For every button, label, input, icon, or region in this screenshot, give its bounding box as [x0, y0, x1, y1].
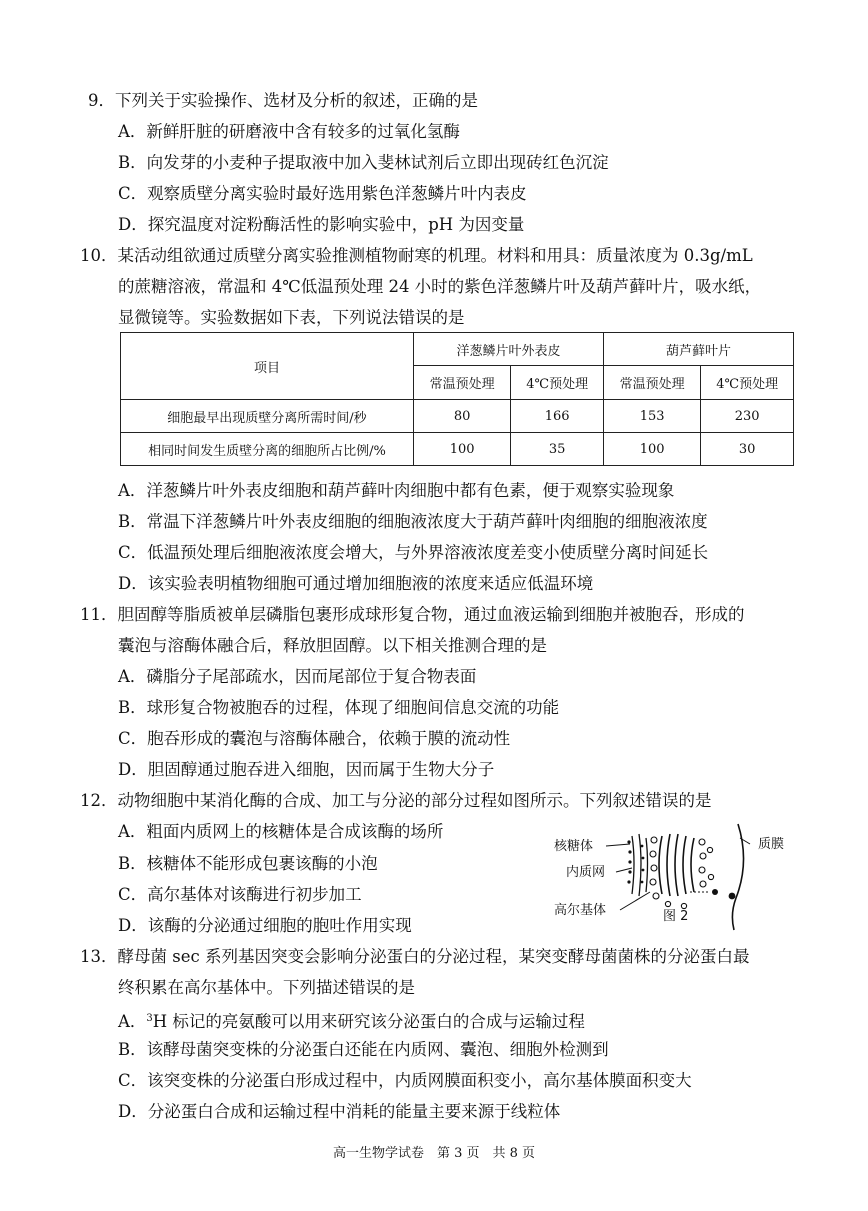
secretory-vesicle — [712, 889, 718, 895]
er-membrane — [632, 836, 634, 894]
q11-option-b: B．球形复合物被胞吞的过程，体现了细胞间信息交流的功能 — [118, 698, 560, 717]
q13-option-c: C．该突变株的分泌蛋白形成过程中，内质网膜面积变小，高尔基体膜面积变大 — [118, 1071, 692, 1090]
table-cell: 100 — [603, 433, 700, 466]
table-cell: 30 — [701, 433, 794, 466]
leader-line — [620, 892, 650, 910]
q12-stem: 12．动物细胞中某消化酶的合成、加工与分泌的部分过程如图所示。下列叙述错误的是 — [80, 791, 712, 810]
q12-option-a: A．粗面内质网上的核糖体是合成该酶的场所 — [118, 822, 444, 841]
experiment-data-table — [120, 332, 794, 466]
q11-option-d: D．胆固醇通过胞吞进入细胞，因而属于生物大分子 — [118, 760, 495, 779]
secretory-vesicle — [729, 893, 736, 900]
table-row-label: 细胞最早出现质壁分离所需时间/秒 — [121, 400, 414, 433]
q13-option-a-text: H 标记的亮氨酸可以用来研究该分泌蛋白的合成与运输过程 — [152, 1012, 585, 1031]
q11-stem-line-2: 囊泡与溶酶体融合后，释放胆固醇。以下相关推测合理的是 — [118, 636, 547, 655]
table-row — [121, 433, 794, 466]
q12-option-b: B．核糖体不能形成包裹该酶的小泡 — [118, 854, 378, 873]
table-cell: 80 — [414, 400, 511, 433]
plasma-membrane — [732, 824, 743, 930]
label-er: 内质网 — [566, 865, 606, 880]
q13-stem-line-1: 13．酵母菌 sec 系列基因突变会影响分泌蛋白的分泌过程，某突变酵母菌菌株的分泌蛋白最 — [80, 947, 750, 966]
q9-option-b: B．向发芽的小麦种子提取液中加入斐林试剂后立即出现砖红色沉淀 — [118, 153, 609, 172]
q12-option-c: C．高尔基体对该酶进行初步加工 — [118, 885, 362, 904]
table-cell: 35 — [511, 433, 604, 466]
table-subheader: 常温预处理 — [414, 366, 511, 400]
q9-option-c: C．观察质壁分离实验时最好选用紫色洋葱鳞片叶内表皮 — [118, 184, 527, 203]
er-membrane — [639, 834, 641, 896]
q10-stem-line-1: 10．某活动组欲通过质壁分离实验推测植物耐寒的机理。材料和用具：质量浓度为 0.3g/mL — [80, 246, 753, 265]
table-subheader: 4℃预处理 — [511, 366, 604, 400]
table-cell: 230 — [701, 400, 794, 433]
q10-option-a: A．洋葱鳞片叶外表皮细胞和葫芦藓叶肉细胞中都有色素，便于观察实验现象 — [118, 481, 675, 500]
q10-option-d: D．该实验表明植物细胞可通过增加细胞液的浓度来适应低温环境 — [118, 574, 594, 593]
golgi-stack — [659, 834, 694, 896]
q9-option-d: D．探究温度对淀粉酶活性的影响实验中，pH 为因变量 — [118, 215, 525, 234]
label-ribosome: 核糖体 — [554, 839, 594, 854]
q13-option-a-superscript: 3 — [146, 1013, 153, 1024]
q10-stem-line-3: 显微镜等。实验数据如下表，下列说法错误的是 — [118, 308, 465, 327]
table-cell: 100 — [414, 433, 511, 466]
label-golgi: 高尔基体 — [554, 903, 607, 918]
q10-option-c: C．低温预处理后细胞液浓度会增大，与外界溶液浓度差变小使质壁分离时间延长 — [118, 543, 709, 562]
q11-stem-line-1: 11．胆固醇等脂质被单层磷脂包裹形成球形复合物，通过血液运输到细胞并被胞吞，形成的 — [80, 605, 745, 624]
secretion-pathway-figure — [550, 822, 800, 932]
table-subheader: 常温预处理 — [603, 366, 700, 400]
table-group-moss: 葫芦藓叶片 — [603, 333, 793, 366]
q10-stem-line-2: 的蔗糖溶液，常温和 4℃低温预处理 24 小时的紫色洋葱鳞片叶及葫芦藓叶片，吸水纸， — [118, 277, 762, 296]
figure-caption: 图 2 — [663, 909, 689, 924]
q13-option-a — [118, 1007, 585, 1034]
q11-option-a: A．磷脂分子尾部疏水，因而尾部位于复合物表面 — [118, 667, 477, 686]
q9-option-a: A．新鲜肝脏的研磨液中含有较多的过氧化氢酶 — [118, 122, 460, 141]
table-cell: 166 — [511, 400, 604, 433]
table-group-onion: 洋葱鳞片叶外表皮 — [414, 333, 604, 366]
ribosome-dots — [627, 840, 644, 883]
q12-option-d: D．该酶的分泌通过细胞的胞吐作用实现 — [118, 916, 412, 935]
q10-option-b: B．常温下洋葱鳞片叶外表皮细胞的细胞液浓度大于葫芦藓叶肉细胞的细胞液浓度 — [118, 512, 708, 531]
q9-stem: 9．下列关于实验操作、选材及分析的叙述，正确的是 — [88, 91, 478, 110]
page-footer: 高一生物学试卷 第 3 页 共 8 页 — [332, 1146, 536, 1161]
table-cell: 153 — [603, 400, 700, 433]
q13-option-b: B．该酵母菌突变株的分泌蛋白还能在内质网、囊泡、细胞外检测到 — [118, 1040, 609, 1059]
q11-option-c: C．胞吞形成的囊泡与溶酶体融合，依赖于膜的流动性 — [118, 729, 511, 748]
q13-option-d: D．分泌蛋白合成和运输过程中消耗的能量主要来源于线粒体 — [118, 1102, 561, 1121]
q13-option-a-prefix: A． — [118, 1012, 147, 1031]
q13-stem-line-2: 终积累在高尔基体中。下列描述错误的是 — [118, 978, 415, 997]
table-item-header: 项目 — [121, 333, 414, 400]
label-membrane: 质膜 — [758, 837, 785, 852]
table-subheader: 4℃预处理 — [701, 366, 794, 400]
table-row — [121, 400, 794, 433]
table-row-label: 相同时间发生质壁分离的细胞所占比例/% — [121, 433, 414, 466]
er-membrane — [646, 838, 648, 892]
leader-line — [606, 844, 630, 846]
